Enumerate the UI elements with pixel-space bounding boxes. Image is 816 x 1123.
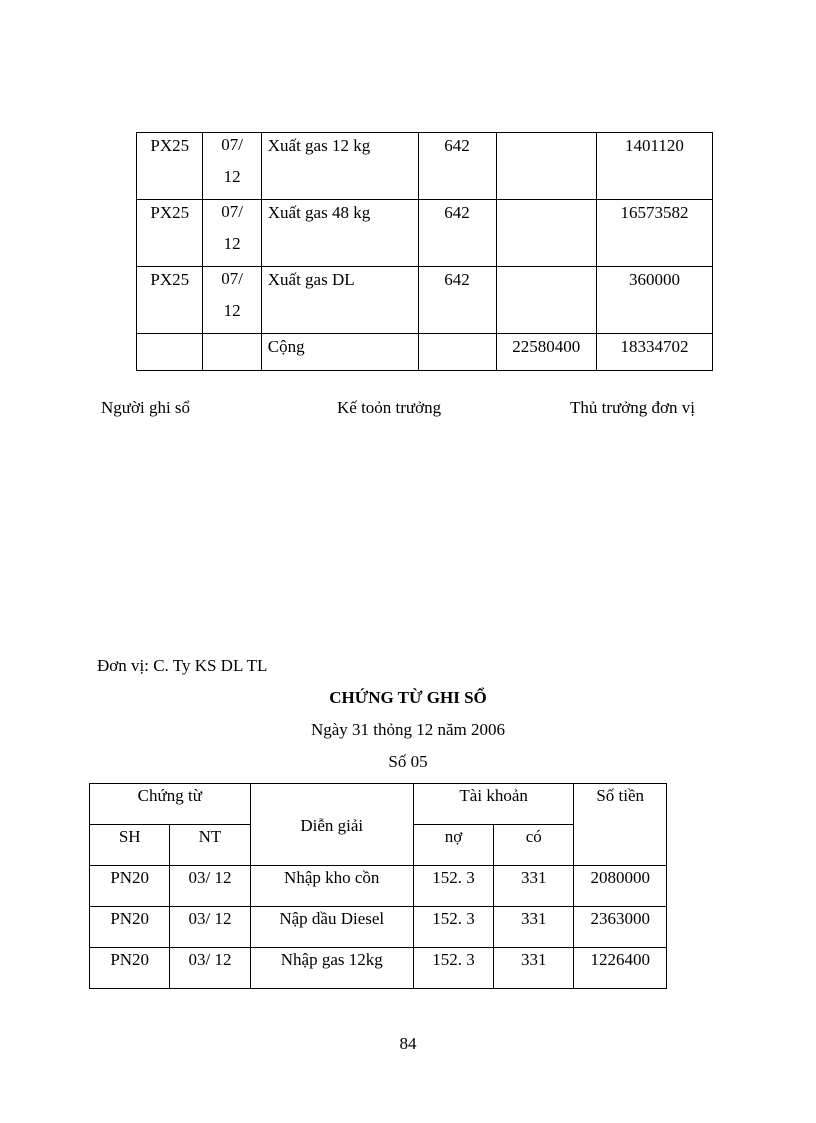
- credit-cell: 331: [494, 866, 574, 907]
- voucher-title: CHỨNG TỪ GHI SỔ: [329, 688, 487, 707]
- sh-cell: PN20: [90, 948, 170, 989]
- credit-cell: 331: [494, 948, 574, 989]
- table-row: [137, 200, 713, 267]
- debit-cell: [496, 200, 596, 267]
- sh-cell: PX25: [137, 133, 203, 200]
- total-debit: 22580400: [496, 334, 596, 371]
- nt-cell: 03/ 12: [170, 866, 250, 907]
- signature-chief-accountant: Kế toỏn trưởng: [337, 398, 442, 417]
- sh-cell: PN20: [90, 866, 170, 907]
- description-cell: Xuất gas 48 kg: [261, 200, 418, 267]
- date-line2: 12: [223, 301, 241, 320]
- description-cell: Xuất gas 12 kg: [261, 133, 418, 200]
- sh-cell: PN20: [90, 907, 170, 948]
- account-cell: 642: [418, 133, 496, 200]
- table-row: [90, 907, 667, 948]
- header-voucher: Chứng từ: [90, 784, 251, 825]
- header-account: Tài khoản: [413, 784, 574, 825]
- table-row: [137, 133, 713, 200]
- debit-cell: 152. 3: [413, 948, 493, 989]
- description-cell: Nhập gas 12kg: [250, 948, 413, 989]
- empty-cell: [203, 334, 261, 371]
- debit-cell: 152. 3: [413, 866, 493, 907]
- empty-cell: [137, 334, 203, 371]
- account-cell: 642: [418, 200, 496, 267]
- unit-line: Đơn vị: C. Ty KS DL TL: [97, 656, 268, 675]
- voucher-date: Ngày 31 thỏng 12 năm 2006: [310, 720, 506, 739]
- signature-recorder: Người ghi sổ: [101, 398, 191, 417]
- amount-cell: 1226400: [574, 948, 667, 989]
- amount-cell: 2080000: [574, 866, 667, 907]
- header-amount: Số tiền: [574, 784, 667, 866]
- header-description: Diễn giải: [250, 784, 413, 866]
- header-debit: nợ: [413, 825, 493, 866]
- signature-head: Thủ trưởng đơn vị: [570, 398, 695, 417]
- credit-cell: 1401120: [596, 133, 712, 200]
- header-nt: NT: [170, 825, 250, 866]
- date-cell: [203, 267, 261, 334]
- credit-cell: 360000: [596, 267, 712, 334]
- date-line2: 12: [223, 167, 241, 186]
- nt-cell: 03/ 12: [170, 907, 250, 948]
- header-credit: có: [494, 825, 574, 866]
- voucher-table: [89, 783, 667, 989]
- header-sh: SH: [90, 825, 170, 866]
- date-cell: [203, 133, 261, 200]
- debit-cell: [496, 133, 596, 200]
- table-row: [137, 267, 713, 334]
- ledger-table-continuation: [136, 132, 713, 371]
- table-row: [90, 866, 667, 907]
- header-row: [90, 784, 667, 825]
- total-row: [137, 334, 713, 371]
- date-cell: [203, 200, 261, 267]
- description-cell: Xuất gas DL: [261, 267, 418, 334]
- debit-cell: [496, 267, 596, 334]
- total-credit: 18334702: [596, 334, 712, 371]
- nt-cell: 03/ 12: [170, 948, 250, 989]
- credit-cell: 331: [494, 907, 574, 948]
- total-label: Cộng: [261, 334, 418, 371]
- page-number: 84: [399, 1034, 417, 1053]
- date-line1: 07/: [221, 135, 243, 154]
- account-cell: 642: [418, 267, 496, 334]
- description-cell: Nhập kho cồn: [250, 866, 413, 907]
- empty-cell: [418, 334, 496, 371]
- date-line1: 07/: [221, 202, 243, 221]
- date-line2: 12: [223, 234, 241, 253]
- date-line1: 07/: [221, 269, 243, 288]
- table-row: [90, 948, 667, 989]
- description-cell: Nập dầu Diesel: [250, 907, 413, 948]
- amount-cell: 2363000: [574, 907, 667, 948]
- sh-cell: PX25: [137, 267, 203, 334]
- sh-cell: PX25: [137, 200, 203, 267]
- debit-cell: 152. 3: [413, 907, 493, 948]
- voucher-number: Số 05: [388, 752, 428, 771]
- credit-cell: 16573582: [596, 200, 712, 267]
